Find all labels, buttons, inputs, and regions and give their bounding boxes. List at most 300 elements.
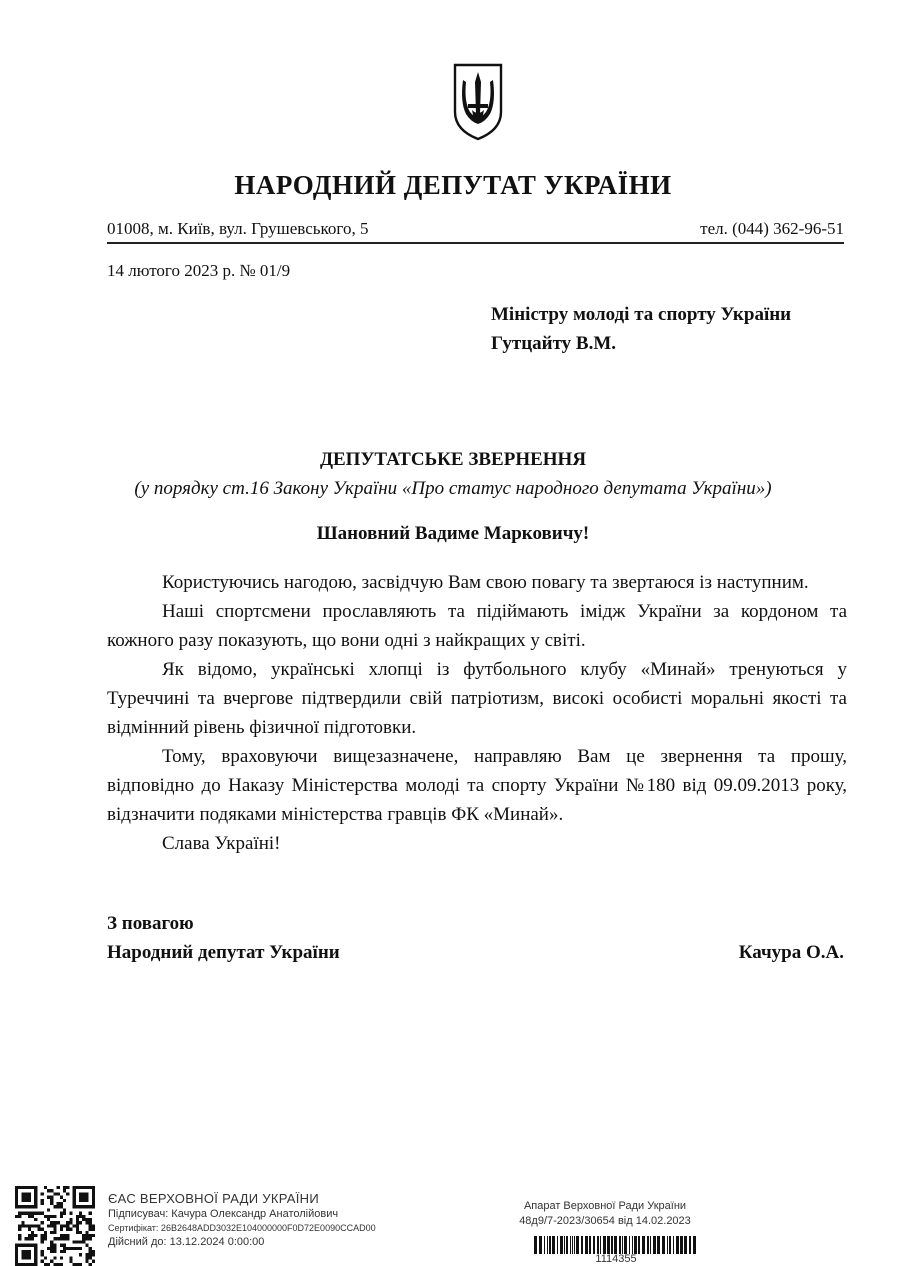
qr-module (82, 1199, 85, 1202)
qr-module (63, 1250, 66, 1253)
barcode-number: 1114355 (595, 1253, 637, 1265)
qr-module (21, 1221, 24, 1224)
qr-module (69, 1247, 72, 1250)
qr-module (34, 1247, 37, 1250)
legal-basis: (у порядку ст.16 Закону України «Про статус народного депутата України») (134, 478, 772, 499)
qr-module (47, 1215, 50, 1218)
body-paragraph: Тому, враховуючи вищезазначене, направляю Вам це звернення та прошу, відповідно до Наказу Міністерства молоді та спорту України №180 від 09.09.2013 року, відзначити подяками міністерства гравців ФК «Минай». (107, 746, 847, 825)
qr-module (53, 1231, 56, 1234)
qr-module (79, 1186, 82, 1189)
qr-module (53, 1247, 56, 1250)
qr-module (82, 1218, 85, 1221)
qr-module (92, 1189, 95, 1192)
qr-module (57, 1221, 60, 1224)
qr-module (47, 1208, 50, 1211)
qr-module (66, 1186, 69, 1189)
qr-module (92, 1199, 95, 1202)
qr-module (73, 1196, 76, 1199)
qr-module (47, 1224, 50, 1227)
barcode-bar (560, 1236, 563, 1254)
qr-module (28, 1215, 31, 1218)
barcode-bar (574, 1236, 575, 1254)
qr-module (89, 1224, 92, 1227)
qr-module (85, 1253, 88, 1256)
qr-module (31, 1205, 34, 1208)
qr-module (15, 1205, 18, 1208)
qr-module (31, 1234, 34, 1237)
qr-module (53, 1244, 56, 1247)
qr-module (92, 1250, 95, 1253)
qr-module (41, 1234, 44, 1237)
qr-module (15, 1247, 18, 1250)
barcode-bar (607, 1236, 610, 1254)
barcode-bar (667, 1236, 668, 1254)
qr-module (34, 1224, 37, 1227)
qr-module (69, 1260, 72, 1263)
outgoing-date-number: 14 лютого 2023 р. № 01/9 (107, 261, 291, 280)
barcode-bar (662, 1236, 665, 1254)
qr-module (15, 1192, 18, 1195)
qr-module (60, 1237, 63, 1240)
barcode-bar (669, 1236, 671, 1254)
qr-module (60, 1205, 63, 1208)
qr-module (21, 1205, 24, 1208)
qr-module (76, 1240, 79, 1243)
barcode-bar (581, 1236, 583, 1254)
qr-module (63, 1224, 66, 1227)
qr-module (69, 1221, 72, 1224)
qr-module (85, 1205, 88, 1208)
qr-module (21, 1256, 24, 1259)
qr-module (44, 1186, 47, 1189)
qr-module (82, 1240, 85, 1243)
qr-module (66, 1237, 69, 1240)
closing-phrase: З повагою (107, 913, 194, 934)
qr-module (60, 1234, 63, 1237)
signature-block (107, 909, 844, 967)
qr-module (85, 1186, 88, 1189)
barcode-bar (611, 1236, 613, 1254)
qr-module (79, 1212, 82, 1215)
qr-module (15, 1256, 18, 1259)
qr-module (15, 1244, 18, 1247)
qr-module (63, 1208, 66, 1211)
document-type: ДЕПУТАТСЬКЕ ЗВЕРНЕННЯ (319, 449, 587, 470)
qr-module (41, 1221, 44, 1224)
qr-module (82, 1196, 85, 1199)
qr-module (18, 1234, 21, 1237)
qr-module (76, 1221, 79, 1224)
esign-system: ЄАС ВЕРХОВНОЇ РАДИ УКРАЇНИ (108, 1191, 320, 1206)
qr-module (34, 1192, 37, 1195)
qr-module (21, 1212, 24, 1215)
qr-code-icon (15, 1186, 95, 1266)
qr-module (34, 1202, 37, 1205)
qr-module (73, 1186, 76, 1189)
qr-module (50, 1202, 53, 1205)
qr-module (41, 1260, 44, 1263)
qr-module (60, 1224, 63, 1227)
qr-module (79, 1215, 82, 1218)
qr-module (28, 1250, 31, 1253)
qr-module (50, 1244, 53, 1247)
qr-module (37, 1228, 40, 1231)
qr-module (25, 1250, 28, 1253)
qr-module (50, 1196, 53, 1199)
qr-module (18, 1186, 21, 1189)
qr-module (28, 1237, 31, 1240)
qr-module (50, 1215, 53, 1218)
qr-module (34, 1212, 37, 1215)
qr-module (21, 1199, 24, 1202)
qr-module (69, 1256, 72, 1259)
qr-module (18, 1205, 21, 1208)
qr-module (28, 1212, 31, 1215)
signer-name: Качура О.А. (738, 942, 844, 963)
qr-module (73, 1189, 76, 1192)
qr-module (25, 1212, 28, 1215)
barcode-bar (593, 1236, 595, 1254)
qr-module (41, 1240, 44, 1243)
qr-module (15, 1250, 18, 1253)
qr-module (89, 1218, 92, 1221)
body-paragraph: Слава Україні! (162, 833, 281, 854)
qr-module (79, 1221, 82, 1224)
qr-module (53, 1250, 56, 1253)
qr-module (85, 1199, 88, 1202)
registration-office: Апарат Верховної Ради України (523, 1200, 687, 1212)
qr-module (89, 1205, 92, 1208)
salutation: Шановний Вадиме Марковичу! (316, 523, 590, 544)
qr-module (18, 1244, 21, 1247)
qr-module (28, 1256, 31, 1259)
qr-module (92, 1234, 95, 1237)
qr-module (47, 1218, 50, 1221)
qr-module (60, 1244, 63, 1247)
qr-module (44, 1215, 47, 1218)
electronic-signature-stamp (108, 1191, 376, 1250)
qr-module (60, 1228, 63, 1231)
qr-module (15, 1199, 18, 1202)
qr-module (50, 1250, 53, 1253)
barcode-bar (622, 1236, 623, 1254)
qr-module (89, 1256, 92, 1259)
barcode-bar (638, 1236, 640, 1254)
qr-module (21, 1196, 24, 1199)
qr-module (63, 1234, 66, 1237)
barcode-bar (642, 1236, 645, 1254)
qr-module (21, 1224, 24, 1227)
qr-module (18, 1228, 21, 1231)
barcode-bar (684, 1236, 687, 1254)
qr-module (92, 1192, 95, 1195)
barcode-icon (534, 1236, 698, 1254)
qr-module (76, 1218, 79, 1221)
qr-module (28, 1186, 31, 1189)
qr-module (50, 1260, 53, 1263)
qr-module (15, 1253, 18, 1256)
trident-coat-of-arms-icon (452, 62, 504, 142)
qr-module (18, 1215, 21, 1218)
qr-module (76, 1224, 79, 1227)
barcode-bar (653, 1236, 656, 1254)
qr-module (31, 1212, 34, 1215)
addressee-name: Гутцайту В.М. (491, 333, 617, 354)
qr-module (92, 1260, 95, 1263)
qr-module (28, 1234, 31, 1237)
qr-module (92, 1202, 95, 1205)
qr-module (89, 1186, 92, 1189)
qr-module (37, 1224, 40, 1227)
qr-module (34, 1205, 37, 1208)
barcode-bar (650, 1236, 651, 1254)
qr-module (69, 1228, 72, 1231)
qr-module (92, 1224, 95, 1227)
qr-module (41, 1202, 44, 1205)
qr-module (15, 1189, 18, 1192)
qr-module (63, 1237, 66, 1240)
qr-module (28, 1199, 31, 1202)
qr-module (47, 1196, 50, 1199)
qr-module (34, 1196, 37, 1199)
qr-module (15, 1215, 18, 1218)
qr-module (44, 1231, 47, 1234)
qr-module (28, 1228, 31, 1231)
qr-module (92, 1228, 95, 1231)
qr-module (63, 1212, 66, 1215)
qr-module (89, 1250, 92, 1253)
qr-module (63, 1199, 66, 1202)
qr-module (92, 1205, 95, 1208)
barcode-bar (673, 1236, 674, 1254)
qr-module (15, 1202, 18, 1205)
qr-module (34, 1250, 37, 1253)
qr-module (50, 1224, 53, 1227)
qr-module (60, 1215, 63, 1218)
barcode-bar (629, 1236, 630, 1254)
barcode-bar (600, 1236, 601, 1254)
qr-module (66, 1224, 69, 1227)
qr-module (18, 1237, 21, 1240)
qr-module (85, 1196, 88, 1199)
qr-module (34, 1260, 37, 1263)
qr-module (76, 1215, 79, 1218)
qr-module (76, 1231, 79, 1234)
qr-module (89, 1228, 92, 1231)
qr-module (25, 1186, 28, 1189)
barcode-bar (624, 1236, 627, 1254)
qr-module (31, 1186, 34, 1189)
qr-module (21, 1192, 24, 1195)
qr-module (44, 1237, 47, 1240)
qr-module (44, 1256, 47, 1259)
qr-module (85, 1192, 88, 1195)
qr-module (76, 1228, 79, 1231)
qr-module (21, 1253, 24, 1256)
signature-row (107, 938, 844, 967)
qr-module (41, 1192, 44, 1195)
barcode-bar (557, 1236, 558, 1254)
qr-module (89, 1234, 92, 1237)
qr-module (85, 1231, 88, 1234)
qr-module (53, 1215, 56, 1218)
qr-module (85, 1218, 88, 1221)
barcode-bar (634, 1236, 637, 1254)
qr-module (41, 1228, 44, 1231)
qr-module (57, 1205, 60, 1208)
qr-module (66, 1247, 69, 1250)
qr-module (66, 1192, 69, 1195)
qr-module (25, 1244, 28, 1247)
qr-module (25, 1253, 28, 1256)
qr-module (28, 1196, 31, 1199)
qr-module (63, 1244, 66, 1247)
qr-module (53, 1256, 56, 1259)
qr-module (50, 1231, 53, 1234)
qr-module (53, 1205, 56, 1208)
qr-module (53, 1192, 56, 1195)
qr-module (60, 1256, 63, 1259)
qr-module (34, 1256, 37, 1259)
qr-module (28, 1192, 31, 1195)
barcode-bar (689, 1236, 691, 1254)
qr-module (57, 1192, 60, 1195)
qr-module (53, 1237, 56, 1240)
barcode-bar (680, 1236, 683, 1254)
qr-module (34, 1253, 37, 1256)
qr-module (53, 1224, 56, 1227)
qr-module (31, 1237, 34, 1240)
qr-module (66, 1234, 69, 1237)
qr-module (85, 1244, 88, 1247)
qr-module (25, 1192, 28, 1195)
qr-module (60, 1202, 63, 1205)
qr-module (73, 1205, 76, 1208)
qr-module (41, 1212, 44, 1215)
qr-module (73, 1202, 76, 1205)
qr-module (57, 1237, 60, 1240)
qr-module (41, 1250, 44, 1253)
qr-module (21, 1250, 24, 1253)
barcode-bar (549, 1236, 551, 1254)
barcode-bar (534, 1236, 537, 1254)
barcode-bar (614, 1236, 617, 1254)
qr-module (21, 1186, 24, 1189)
qr-module (41, 1253, 44, 1256)
qr-module (85, 1256, 88, 1259)
qr-module (50, 1221, 53, 1224)
qr-module (82, 1205, 85, 1208)
qr-module (79, 1199, 82, 1202)
qr-module (89, 1221, 92, 1224)
qr-module (28, 1224, 31, 1227)
qr-module (63, 1247, 66, 1250)
qr-module (85, 1221, 88, 1224)
qr-module (79, 1253, 82, 1256)
barcode-bar (570, 1236, 571, 1254)
qr-module (66, 1221, 69, 1224)
qr-module (79, 1240, 82, 1243)
barcode-bar (547, 1236, 548, 1254)
qr-module (76, 1205, 79, 1208)
qr-module (57, 1186, 60, 1189)
addressee-position: Міністру молоді та спорту України (491, 304, 792, 325)
qr-module (47, 1189, 50, 1192)
qr-module (31, 1231, 34, 1234)
qr-module (60, 1250, 63, 1253)
qr-module (28, 1205, 31, 1208)
qr-module (18, 1212, 21, 1215)
registration-number: 48д9/7-2023/30654 від 14.02.2023 (519, 1215, 691, 1227)
barcode-bar (544, 1236, 545, 1254)
barcode-bar (647, 1236, 649, 1254)
letter-body (107, 568, 847, 858)
issuer-address: 01008, м. Київ, вул. Грушевського, 5 (107, 219, 369, 238)
qr-module (69, 1218, 72, 1221)
qr-module (44, 1234, 47, 1237)
qr-module (28, 1253, 31, 1256)
qr-module (73, 1199, 76, 1202)
body-paragraph: Користуючись нагодою, засвідчую Вам свою повагу та звертаюся із наступним. (162, 572, 809, 593)
qr-module (89, 1212, 92, 1215)
qr-module (79, 1205, 82, 1208)
esign-signer: Підписувач: Качура Олександр Анатолійович (108, 1208, 339, 1220)
barcode-bar (589, 1236, 591, 1254)
qr-module (34, 1199, 37, 1202)
issuer-phone: тел. (044) 362-96-51 (700, 219, 844, 238)
signer-position: Народний депутат України (107, 942, 340, 963)
qr-module (57, 1202, 60, 1205)
qr-module (79, 1196, 82, 1199)
qr-module (50, 1189, 53, 1192)
barcode-bar (585, 1236, 588, 1254)
qr-module (85, 1237, 88, 1240)
qr-module (50, 1199, 53, 1202)
esign-certificate: Сертифікат: 26B2648ADD3032E104000000F0D72E0090CCAD00 (108, 1223, 376, 1233)
qr-module (92, 1196, 95, 1199)
qr-module (25, 1256, 28, 1259)
qr-module (92, 1186, 95, 1189)
qr-module (82, 1215, 85, 1218)
qr-module (41, 1237, 44, 1240)
qr-module (28, 1244, 31, 1247)
qr-module (31, 1244, 34, 1247)
barcode-bar (603, 1236, 606, 1254)
qr-module (73, 1224, 76, 1227)
qr-module (60, 1196, 63, 1199)
qr-module (79, 1247, 82, 1250)
qr-module (31, 1224, 34, 1227)
qr-module (50, 1240, 53, 1243)
barcode-bar (576, 1236, 579, 1254)
qr-module (66, 1228, 69, 1231)
qr-module (34, 1234, 37, 1237)
qr-module (15, 1260, 18, 1263)
qr-module (41, 1199, 44, 1202)
qr-module (89, 1247, 92, 1250)
qr-module (82, 1186, 85, 1189)
qr-module (76, 1186, 79, 1189)
barcode-bar (676, 1236, 679, 1254)
qr-module (53, 1221, 56, 1224)
qr-module (25, 1224, 28, 1227)
issuer-title: НАРОДНИЙ ДЕПУТАТ УКРАЇНИ (234, 170, 672, 200)
qr-module (34, 1218, 37, 1221)
qr-module (60, 1212, 63, 1215)
barcode-bar (552, 1236, 555, 1254)
qr-module (69, 1212, 72, 1215)
header-divider (107, 242, 844, 244)
